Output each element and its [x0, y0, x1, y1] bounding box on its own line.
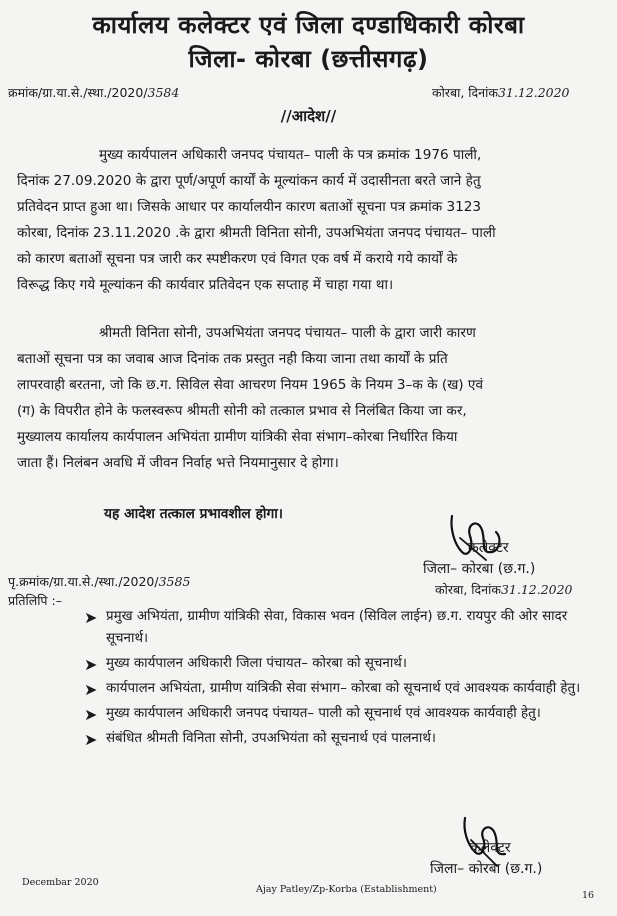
list-item-text: प्रमुख अभियंता, ग्रामीण यांत्रिकी सेवा, विकास भवन (सिविल लाईन) छ.ग. रायपुर की ओर सादर सूचनार्थ। [106, 609, 568, 646]
list-item [82, 606, 607, 650]
arrow-bullet-icon: ➤ [84, 608, 98, 627]
signature-2-district: जिला– कोरबा (छ.ग.) [430, 861, 543, 877]
signature-1-designation: कलेक्टर [468, 540, 509, 556]
copy-to-list [82, 606, 607, 753]
paragraph-line: बताओं सूचना पत्र का जवाब आज दिनांक तक प्रस्तुत नही किया जाना तथा कार्यों के प्रति [17, 351, 448, 367]
copy-order-date [435, 581, 573, 598]
list-item [82, 703, 607, 725]
arrow-bullet-icon: ➤ [84, 655, 98, 674]
list-item-text: मुख्य कार्यपालन अधिकारी जिला पंचायत– कोरबा को सूचनार्थ। [106, 656, 407, 671]
arrow-bullet-icon: ➤ [84, 730, 98, 749]
copy-order-date-handwritten: 31.12.2020 [500, 582, 573, 597]
copy-order-date-prefix: कोरबा, दिनांक [435, 582, 501, 597]
order-date [432, 84, 570, 101]
paragraph-line: मुख्य कार्यपालन अधिकारी जनपद पंचायत– पाली के पत्र क्रमांक 1976 पाली, [99, 147, 482, 163]
paragraph-line: (ग) के विपरीत होने के फलस्वरूप श्रीमती सोनी को तत्काल प्रभाव से निलंबित किया जा कर, [17, 403, 467, 419]
footer-date: Decembar 2020 [22, 877, 99, 888]
list-item [82, 728, 607, 750]
effective-statement: यह आदेश तत्काल प्रभावशील होगा। [104, 506, 284, 522]
order-number [8, 84, 179, 101]
order-paragraph-1 [17, 142, 607, 298]
arrow-bullet-icon: ➤ [84, 680, 98, 699]
signature-1-district: जिला– कोरबा (छ.ग.) [423, 561, 536, 577]
arrow-bullet-icon: ➤ [84, 705, 98, 724]
paragraph-line: लापरवाही बरतना, जो कि छ.ग. सिविल सेवा आचरण नियम 1965 के नियम 3–क के (ख) एवं [17, 377, 484, 393]
order-date-prefix: कोरबा, दिनांक [432, 85, 498, 100]
order-date-handwritten: 31.12.2020 [497, 85, 570, 100]
office-district: जिला- कोरबा (छत्तीसगढ़) [188, 45, 429, 73]
paragraph-line: विरूद्ध किए गये मूल्यांकन की कार्यवार प्रतिवेदन एक सप्ताह में चाहा गया था। [17, 277, 394, 293]
list-item-text: मुख्य कार्यपालन अधिकारी जनपद पंचायत– पाली को सूचनार्थ एवं आवश्यक कार्यवाही हेतु। [106, 706, 541, 721]
signature-2-designation: कलेक्टर [470, 840, 511, 856]
paragraph-line: श्रीमती विनिता सोनी, उपअभियंता जनपद पंचायत– पाली के द्वारा जारी कारण [99, 325, 476, 341]
order-number-prefix: क्रमांक/ग्रा.या.से./स्था./2020/ [8, 85, 148, 100]
list-item [82, 678, 607, 700]
page-number: 16 [582, 890, 595, 901]
list-item-text: कार्यपालन अभियंता, ग्रामीण यांत्रिकी सेवा संभाग– कोरबा को सूचनार्थ एवं आवश्यक कार्यवाही हेतु। [106, 681, 581, 696]
paragraph-line: प्रतिवेदन प्राप्त हुआ था। जिसके आधार पर कार्यालयीन कारण बताओं सूचना पत्र क्रमांक 3123 [17, 199, 482, 215]
order-paragraph-2 [17, 320, 607, 476]
order-number-handwritten: 3584 [147, 85, 180, 100]
copy-to-label: प्रतिलिपि :– [8, 593, 62, 608]
copy-order-number-prefix: पृ.क्रमांक/ग्रा.या.से./स्था./2020/ [8, 574, 159, 589]
paragraph-line: को कारण बताओं सूचना पत्र जारी कर स्पष्टीकरण एवं विगत एक वर्ष में कराये गये कार्यों के [17, 251, 458, 267]
paragraph-line: मुख्यालय कार्यालय कार्यपालन अभियंता ग्रामीण यांत्रिकी सेवा संभाग–कोरबा निर्धारित किया [17, 429, 458, 445]
paragraph-line: कोरबा, दिनांक 23.11.2020 .के द्वारा श्रीमती विनिता सोनी, उपअभियंता जनपद पंचायत– पाली [17, 225, 496, 241]
paragraph-line: दिनांक 27.09.2020 के द्वारा पूर्ण/अपूर्ण कार्यों के मूल्यांकन कार्य में उदासीनता बरते जाने हेतु [17, 173, 481, 189]
list-item [82, 653, 607, 675]
paragraph-line: जाता हैं। निलंबन अवधि में जीवन निर्वाह भत्ते नियमानुसार दे होगा। [17, 455, 339, 471]
list-item-text: संबंधित श्रीमती विनिता सोनी, उपअभियंता को सूचनार्थ एवं पालनार्थ। [106, 731, 436, 746]
office-title: कार्यालय कलेक्टर एवं जिला दण्डाधिकारी कोरबा [92, 11, 525, 39]
order-heading: //आदेश// [280, 107, 337, 125]
footer-author: Ajay Patley/Zp-Korba (Establishment) [256, 884, 437, 895]
copy-order-number [8, 573, 190, 590]
copy-order-number-handwritten: 3585 [158, 574, 191, 589]
